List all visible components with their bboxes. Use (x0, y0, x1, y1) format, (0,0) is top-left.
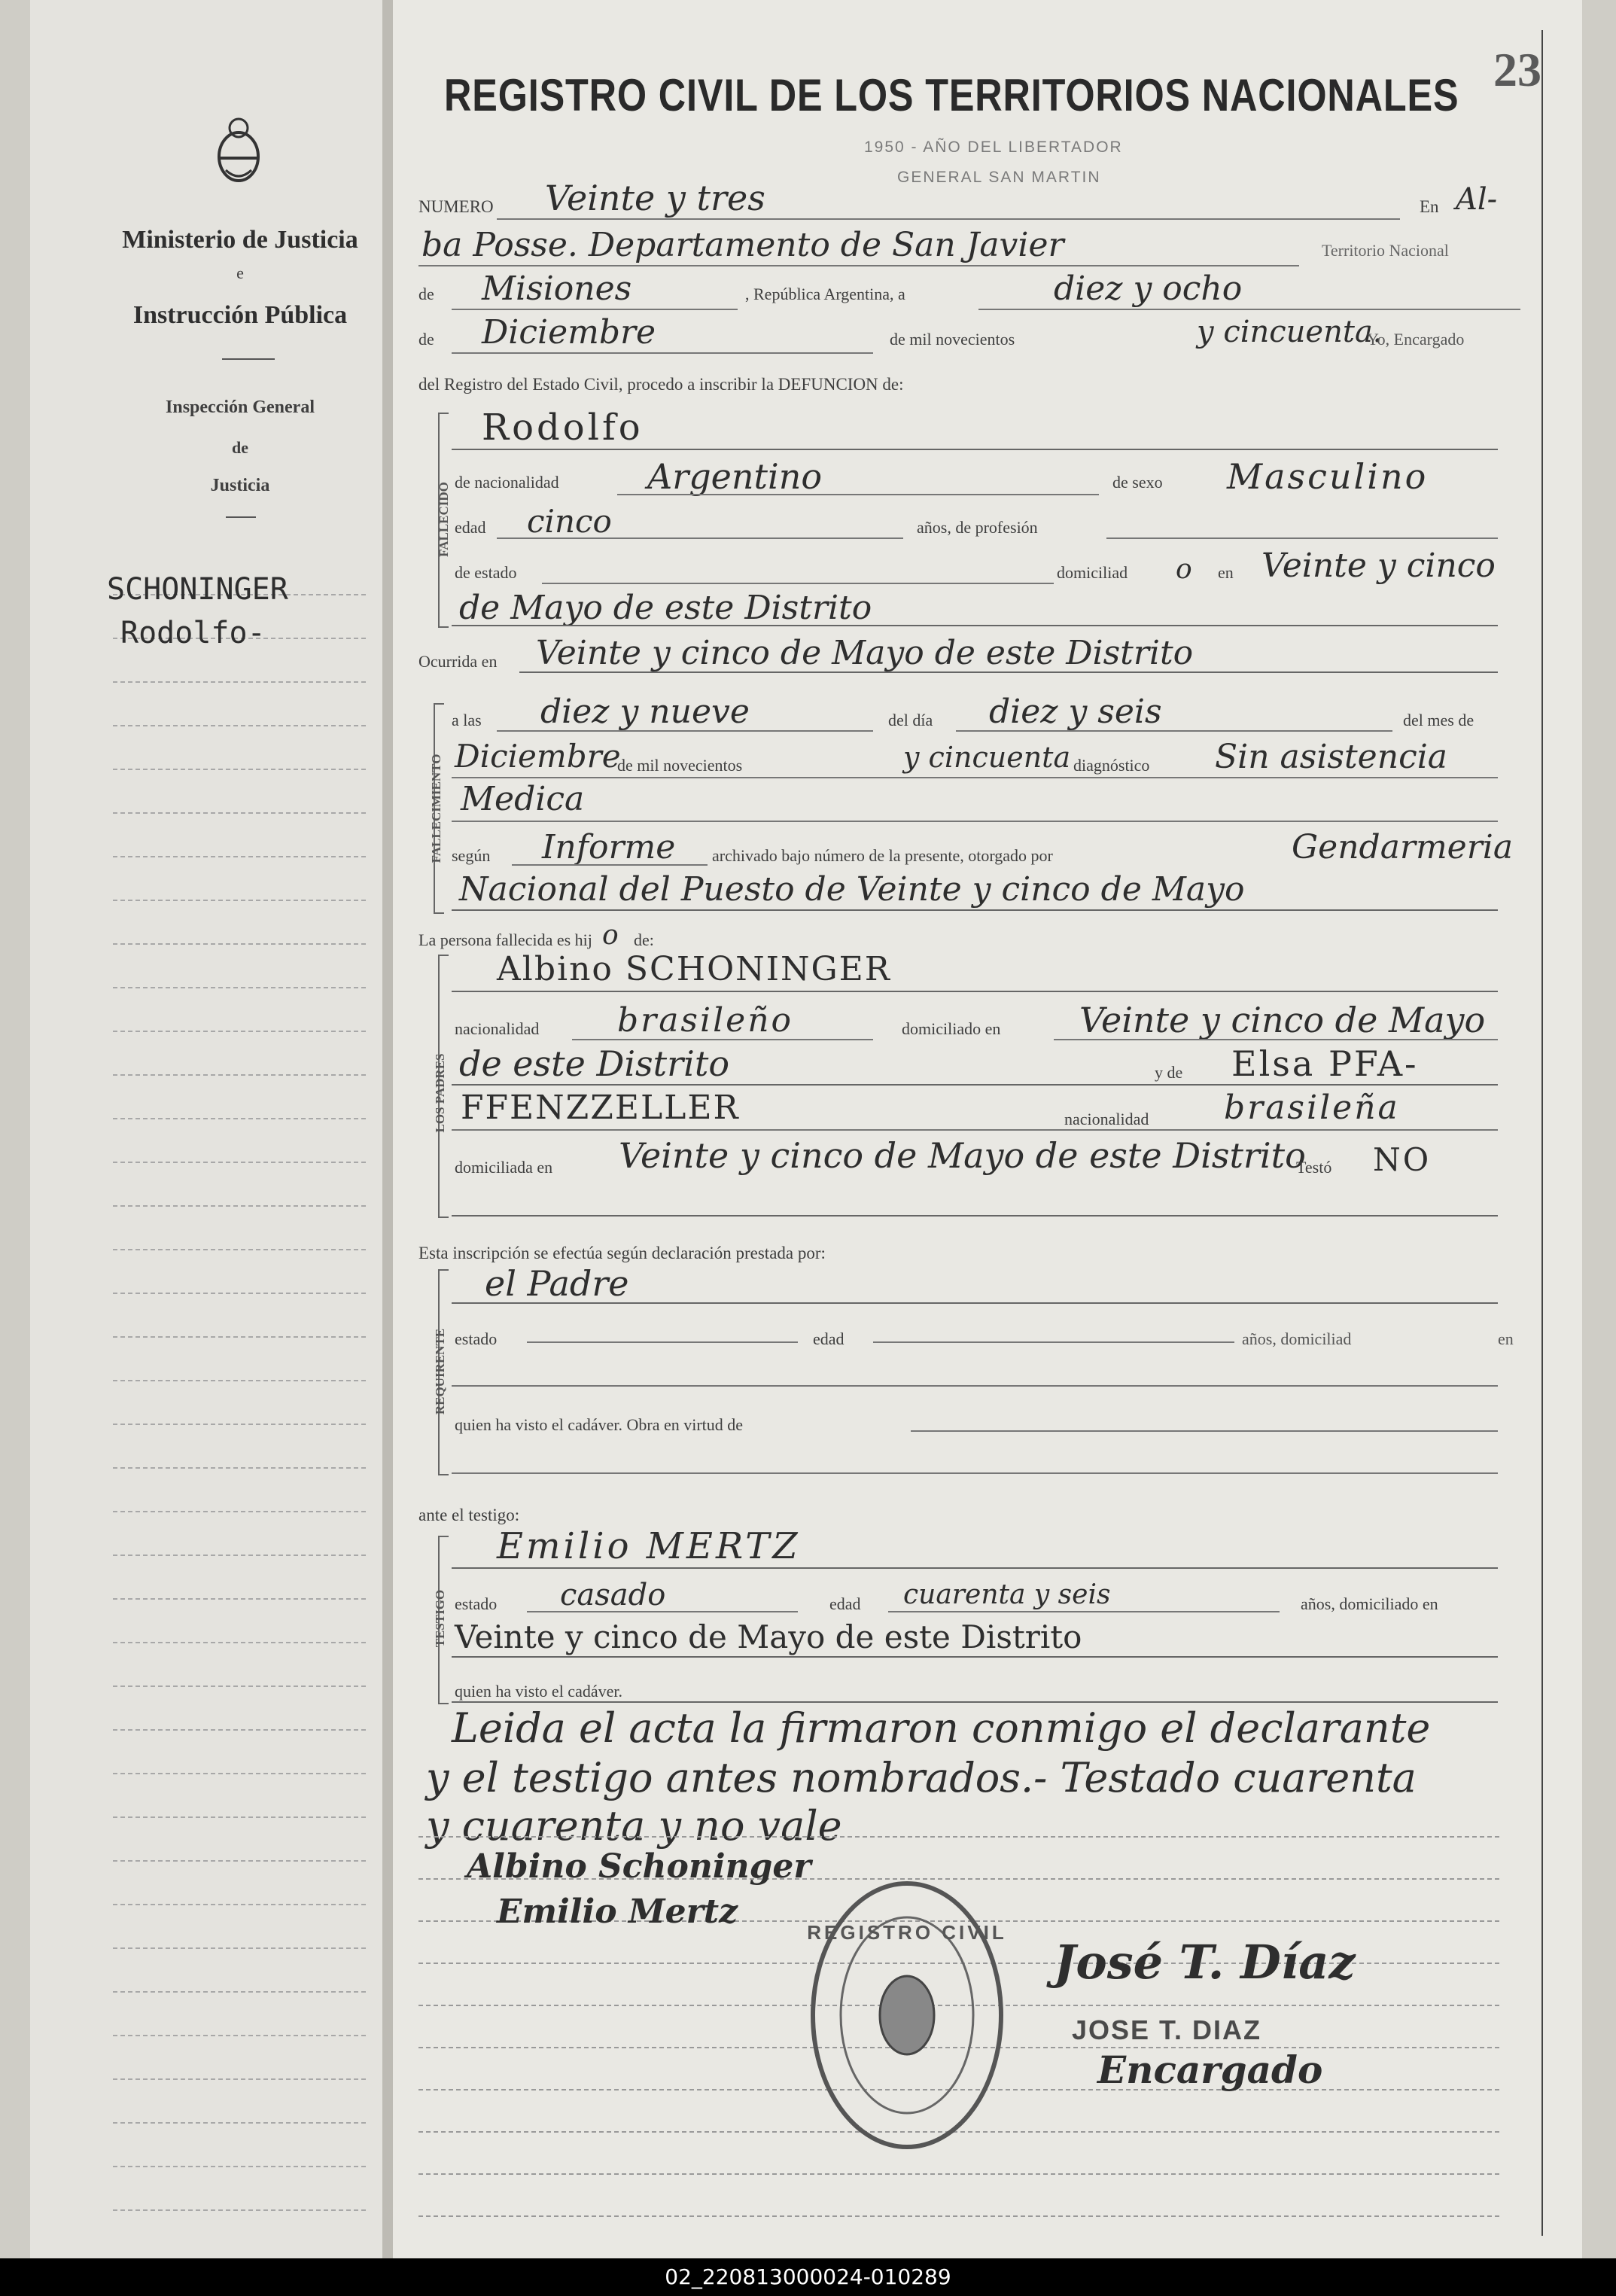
otorgado-line (452, 909, 1498, 911)
diagnostico-line-2 (452, 821, 1498, 822)
edad-line (497, 537, 903, 539)
declaracion-label: Esta inscripción se efectúa según declaración prestada por: (418, 1244, 826, 1262)
edad-label: edad (455, 518, 486, 537)
padre-dom-line (1054, 1039, 1498, 1040)
profesion-label: años, de profesión (917, 518, 1038, 537)
requirente-section-label: REQUIRENTE (433, 1328, 447, 1415)
index-given-name: Rodolfo- (120, 616, 266, 650)
req-dom-label: años, domiciliad (1242, 1329, 1352, 1348)
page-divider (382, 0, 393, 2258)
nacionalidad-value: Argentino (647, 456, 823, 497)
closing-line-2: y el testigo antes nombrados.- Testado cuarenta (426, 1754, 1417, 1801)
nacionalidad-label: de nacionalidad (455, 473, 559, 492)
test-cadaver-label: quien ha visto el cadáver. (455, 1682, 622, 1701)
fallecido-section-label: FALLECIDO (437, 482, 451, 557)
fallecimiento-section-label: FALLECIMIENTO (429, 754, 443, 863)
year-stamp-line1: 1950 - AÑO DEL LIBERTADOR (864, 139, 1123, 156)
en2-label: en (1218, 563, 1234, 582)
req-en-label: en (1498, 1329, 1514, 1348)
sexo-label: de sexo (1112, 473, 1163, 492)
otorgado-value-2: Nacional del Puesto de Veinte y cinco de Mayo (459, 870, 1245, 909)
test-cadaver-line (452, 1701, 1498, 1703)
index-surname: SCHONINGER (107, 572, 288, 607)
otorgado-value-1: Gendarmeria (1292, 828, 1514, 866)
place-value-1: Al- (1456, 182, 1498, 217)
test-estado-line (527, 1611, 798, 1612)
req-line-2 (452, 1385, 1498, 1387)
ministry-rule (222, 358, 275, 360)
signature-father: Albino Schoninger (467, 1847, 811, 1886)
segun-line (512, 864, 708, 866)
padre-value: Albino SCHONINGER (497, 950, 891, 988)
dia-value: diez y seis (989, 693, 1162, 731)
month-value: Diciembre (482, 313, 656, 352)
testigo-section-label: TESTIGO (433, 1589, 447, 1648)
year-label: de mil novecientos (890, 330, 1015, 349)
hijo-suffix: o (602, 920, 619, 951)
test-dom-line (452, 1656, 1498, 1658)
numero-label: NUMERO (418, 197, 494, 216)
madre-nac-value: brasileña (1224, 1089, 1400, 1127)
deceased-name: Rodolfo (482, 407, 644, 449)
a-las-label: a las (452, 711, 482, 729)
numero-line (497, 218, 1400, 220)
domiciliada-line (452, 1215, 1498, 1217)
req-edad-label: edad (813, 1329, 845, 1348)
territorio-label: Territorio Nacional (1322, 241, 1449, 260)
profesion-line (1106, 537, 1498, 539)
padre-nac-label: nacionalidad (455, 1019, 540, 1038)
hijo-de: de: (634, 930, 654, 949)
numero-value: Veinte y tres (545, 178, 765, 218)
madre-line (452, 1084, 1498, 1086)
inspeccion-rule (226, 516, 256, 518)
nacionalidad-line (617, 494, 1099, 495)
test-dom-label: años, domiciliado en (1301, 1594, 1438, 1613)
diagnostico-label: diagnóstico (1073, 756, 1150, 775)
sexo-value: Masculino (1227, 456, 1429, 497)
ledger-lines (113, 0, 369, 2258)
closing-line-1: Leida el acta la firmaron conmigo el declarante (452, 1704, 1431, 1752)
testo-value: NO (1373, 1141, 1432, 1178)
domicilio-value-1: Veinte y cinco (1261, 547, 1496, 585)
padre-dom-label: domiciliado en (902, 1019, 1001, 1038)
cadaver-line (911, 1430, 1498, 1432)
domiciliada-label: domiciliada en (455, 1158, 553, 1177)
del-mes-label: del mes de (1403, 711, 1474, 729)
test-edad-line (888, 1611, 1280, 1612)
signature-witness: Emilio Mertz (497, 1893, 738, 1931)
y-de-label: y de (1155, 1063, 1183, 1082)
requirente-value: el Padre (485, 1263, 629, 1304)
republica-label: , República Argentina, a (745, 285, 905, 303)
officer-title: Encargado (1097, 2048, 1323, 2092)
domicilio-suffix: o (1176, 554, 1192, 585)
closing-line-3: y cuarenta y no vale (426, 1802, 842, 1850)
en-label: En (1420, 197, 1439, 216)
ocurrida-label: Ocurrida en (418, 652, 498, 671)
padre-line (452, 991, 1498, 992)
padre-dom-value-2: de este Distrito (459, 1043, 730, 1084)
mil-label: de mil novecientos (617, 756, 743, 775)
day-value: diez y ocho (1054, 269, 1243, 308)
official-seal (805, 1876, 1009, 2154)
territorio-value: Misiones (482, 269, 632, 308)
seal-text: REGISTRO CIVIL (807, 1921, 1007, 1944)
intro-text: del Registro del Estado Civil, procedo a inscribir la DEFUNCION de: (418, 375, 904, 394)
padre-nac-value: brasileño (617, 1001, 794, 1040)
segun-value: Informe (542, 828, 676, 866)
yo-label: Yo, Encargado (1367, 330, 1465, 349)
ministry-line1: Ministerio de Justicia (122, 226, 358, 254)
inspeccion-line1: Inspección General (166, 397, 315, 417)
diagnostico-value-2: Medica (461, 780, 585, 818)
testigo-line (452, 1567, 1498, 1569)
ocurrida-line (519, 671, 1498, 673)
dia-line (956, 730, 1392, 732)
anio-value: y cincuenta (903, 741, 1071, 774)
signature-officer: José T. Díaz (1054, 1935, 1356, 1990)
del-dia-label: del día (888, 711, 933, 729)
archivado-label: archivado bajo número de la presente, otorgado por (712, 846, 1053, 865)
year-stamp-line2: GENERAL SAN MARTIN (897, 169, 1101, 186)
testo-label: Testó (1296, 1158, 1332, 1177)
test-estado-value: casado (560, 1578, 666, 1612)
estado-label: de estado (455, 563, 517, 582)
officer-stamp: JOSE T. DIAZ (1072, 2014, 1262, 2045)
month-line (452, 352, 873, 354)
madre-nac-line (452, 1129, 1498, 1131)
diagnostico-line (452, 777, 1498, 778)
day-line (978, 309, 1520, 310)
testigo-value: Emilio MERTZ (497, 1525, 801, 1567)
madre-nac-label: nacionalidad (1064, 1110, 1149, 1128)
place-line (418, 265, 1299, 266)
hora-line (497, 730, 873, 732)
form-title: REGISTRO CIVIL DE LOS TERRITORIOS NACIONALES (444, 70, 1459, 120)
testigo-label: ante el testigo: (418, 1506, 520, 1524)
edad-value: cinco (527, 503, 612, 540)
req-edad-line (873, 1341, 1234, 1343)
file-id: 02_220813000024-010289 (665, 2264, 951, 2289)
padres-section-label: LOS PADRES (433, 1053, 447, 1133)
test-estado-label: estado (455, 1594, 498, 1613)
req-estado-line (527, 1341, 798, 1343)
domicilio-line (452, 625, 1498, 626)
territorio-line (452, 309, 738, 310)
req-line-3 (452, 1472, 1498, 1474)
place-value-2: ba Posse. Departamento de San Javier (421, 226, 1064, 264)
hijo-label: La persona fallecida es hij (418, 930, 592, 949)
estado-line (542, 583, 1054, 584)
name-line (452, 449, 1498, 450)
hora-value: diez y nueve (540, 693, 750, 731)
cadaver-label: quien ha visto el cadáver. Obra en virtud de (455, 1415, 744, 1434)
test-dom-value: Veinte y cinco de Mayo de este Distrito (455, 1618, 1082, 1655)
padre-nac-line (572, 1039, 873, 1040)
padre-dom-value-1: Veinte y cinco de Mayo (1079, 1000, 1486, 1040)
ocurrida-value: Veinte y cinco de Mayo de este Distrito (536, 634, 1194, 672)
page-number: 23 (1493, 43, 1541, 96)
madre-value-2: FFENZZELLER (461, 1089, 740, 1127)
madre-value-1: Elsa PFA- (1231, 1043, 1419, 1084)
segun-label: según (452, 846, 491, 865)
diagnostico-value-1: Sin asistencia (1215, 738, 1448, 776)
inspeccion-line3: Justicia (210, 476, 270, 495)
de-label-2: de (418, 330, 434, 349)
req-estado-label: estado (455, 1329, 498, 1348)
coat-of-arms-icon (212, 113, 265, 185)
domicilio-value-2: de Mayo de este Distrito (459, 589, 872, 627)
inspeccion-line2: de (232, 438, 248, 457)
mes-value: Diciembre (455, 738, 621, 775)
ministry-line3: Instrucción Pública (132, 301, 348, 329)
de-label: de (418, 285, 434, 303)
test-edad-label: edad (829, 1594, 861, 1613)
page-border-right (1541, 30, 1543, 2236)
ministry-line2: e (236, 263, 244, 282)
requirente-line (452, 1302, 1498, 1304)
year-value: y cincuenta. (1197, 315, 1383, 349)
domicilio-label: domiciliad (1057, 563, 1128, 582)
domiciliada-value: Veinte y cinco de Mayo de este Distrito (619, 1135, 1306, 1176)
test-edad-value: cuarenta y seis (903, 1579, 1111, 1610)
